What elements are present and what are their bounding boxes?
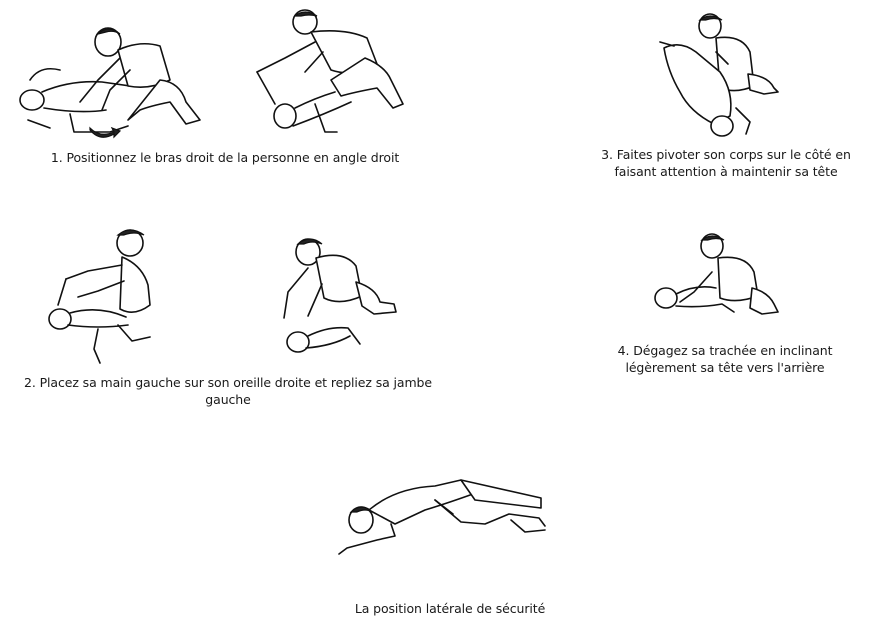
step2-illustration-a <box>38 225 163 370</box>
step2-illustration-b <box>268 232 403 362</box>
step1-caption: 1. Positionnez le bras droit de la personne en angle droit <box>50 150 400 165</box>
final-caption: La position latérale de sécurité <box>354 601 546 616</box>
step4-illustration <box>650 232 785 322</box>
step4-caption: 4. Dégagez sa trachée en inclinant légèrement sa tête vers l'arrière <box>617 343 833 375</box>
step3-caption: 3. Faites pivoter son corps sur le côté en faisant attention à maintenir sa tête <box>601 147 851 179</box>
final-illustration <box>335 470 550 565</box>
step1-illustration-a <box>10 10 205 140</box>
step1-illustration-b <box>245 8 415 143</box>
step3-illustration <box>650 12 785 142</box>
step2-caption: 2. Placez sa main gauche sur son oreille droite et repliez sa jambe gauche <box>24 375 432 407</box>
